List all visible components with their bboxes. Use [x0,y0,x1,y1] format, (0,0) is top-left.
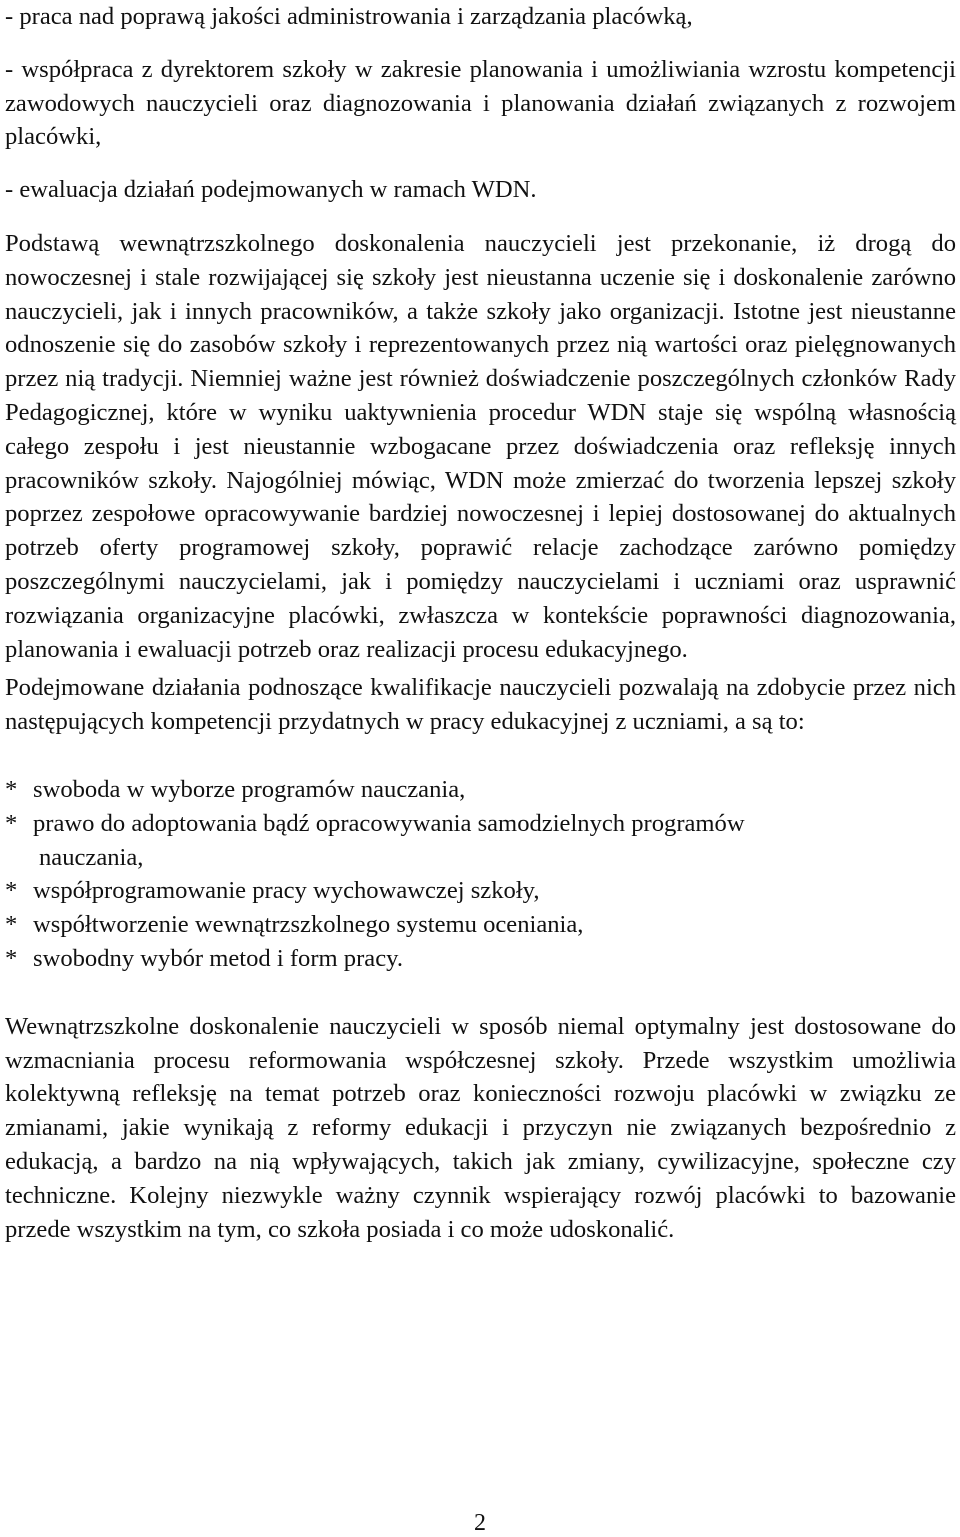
list-item-text: swobodny wybór metod i form pracy. [33,944,403,972]
list-item-text: współprogramowanie pracy wychowawczej szkoły, [33,877,540,905]
list-item-text: prawo do adoptowania bądź opracowywania samodzielnych programów [33,809,745,837]
paragraph-2: Podejmowane działania podnoszące kwalifikacje nauczycieli pozwalają na zdobycie przez nich następujących kompetencji przydatnych w pracy edukacyjnej z uczniami, a są to: [5,674,956,736]
list-bullet: * [5,944,18,972]
list-bullet: * [5,877,18,905]
intro-item-1: - praca nad poprawą jakości administrowania i zarządzania placówką, [5,3,693,30]
list-item-continuation: nauczania, [39,843,144,871]
list-item-text: współtworzenie wewnątrzszkolnego systemu oceniania, [33,911,584,939]
list-bullet: * [5,911,18,939]
intro-item-2: - współpraca z dyrektorem szkoły w zakresie planowania i umożliwiania wzrostu kompetencji zawodowych nauczycieli oraz diagnozowania i planowania działań związanych z rozwojem placówki, [5,55,956,151]
competencies-list [5,773,956,976]
list-bullet: * [5,809,18,837]
list-item [5,807,956,875]
list-bullet: * [5,775,18,803]
paragraph-1: Podstawą wewnątrzszkolnego doskonalenia nauczycieli jest przekonanie, iż drogą do nowoczesnej i stale rozwijającej się szkoły jest nieustanna uczenie się i doskonalenie zarówno nauczycieli, jak i innych pracowników, a także szkoły jako organizacji. Istotne jest nieustanne odnoszenie się do zasobów szkoły i reprezentowanych przez nią wartości oraz pielęgnowanych przez nią tradycji. Niemniej ważne jest również doświadczenie poszczególnych członków Rady Pedagogicznej, które w wyniku uaktywnienia procedur WDN staje się wspólną własnością całego zespołu i jest nieustannie wzbogacane przez doświadczenia oraz refleksję innych pracowników szkoły. Najogólniej mówiąc, WDN może zmierzać do tworzenia lepszej szkoły poprzez zespołowe opracowywanie bardziej nowoczesnej i lepiej dostosowanej do aktualnych potrzeb oferty programowej szkoły, poprawić relacje zachodzące zarówno pomiędzy poszczególnymi nauczycielami, jak i pomiędzy nauczycielami i uczniami oraz usprawnić rozwiązania organizacyjne placówki, zwłaszcza w kontekście poprawności diagnozowania, planowania i ewaluacji potrzeb oraz realizacji procesu edukacyjnego. [5,229,956,663]
list-item [5,773,956,807]
page-number: 2 [474,1510,486,1536]
list-item [5,874,956,908]
list-item [5,942,956,976]
intro-item-3: - ewaluacja działań podejmowanych w ramach WDN. [5,176,537,204]
document-page [5,0,956,1246]
list-item [5,908,956,942]
list-item-text: swoboda w wyborze programów nauczania, [33,775,466,803]
paragraph-3: Wewnątrzszkolne doskonalenie nauczycieli w sposób niemal optymalny jest dostosowane do wzmacniania procesu reformowania współczesnej szkoły. Przede wszystkim umożliwia kolektywną refleksję na temat potrzeb oraz konieczności rozwoju placówki w związku ze zmianami, jakie wynikają z reformy edukacji i przyczyn nie związanych bezpośrednio z edukacją, a bardzo na nią wpływających, takich jak zmiany, cywilizacyjne, społeczne czy techniczne. Kolejny niezwykle ważny czynnik wspierający rozwój placówki to bazowanie przede wszystkim na tym, co szkoła posiada i co może udoskonalić. [5,1012,956,1243]
